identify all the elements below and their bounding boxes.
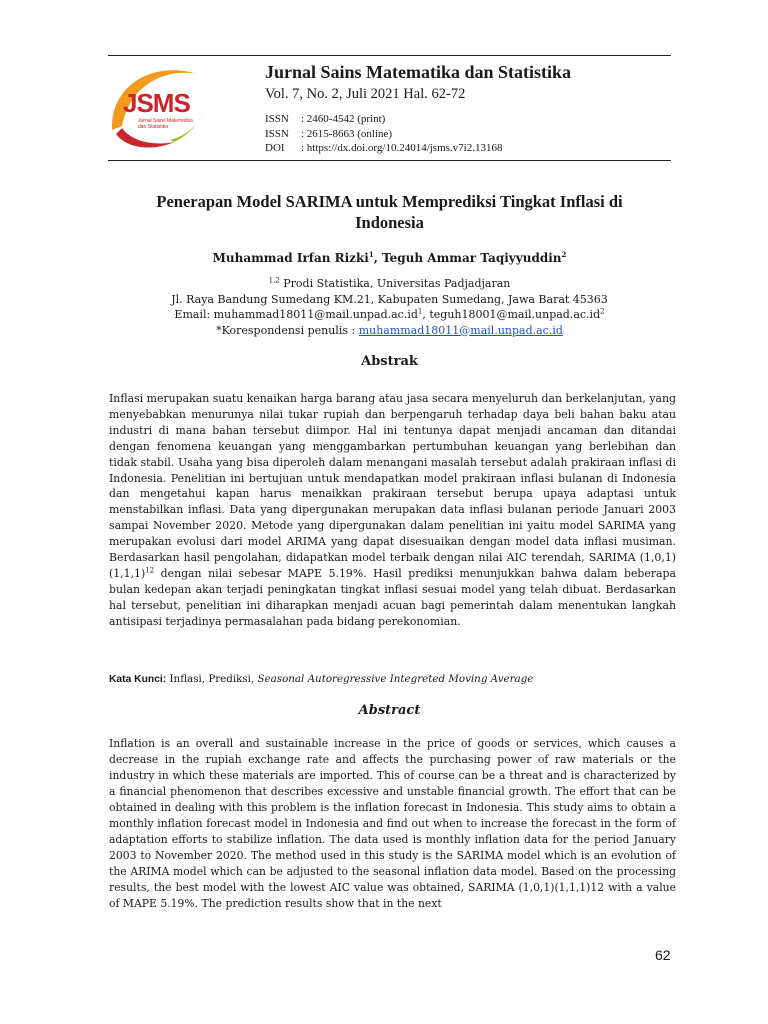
id-key: DOI: [265, 142, 285, 154]
affiliation-block: [108, 276, 671, 338]
logo-red-arc: [116, 128, 174, 148]
logo-acronym: JSMS: [123, 88, 190, 118]
abstract-heading: Abstract: [358, 703, 421, 718]
issn-print-row: [265, 112, 502, 127]
correspondence-line: [108, 323, 671, 339]
paper-title-line2: Indonesia: [355, 213, 424, 232]
address-line: Jl. Raya Bandung Sumedang KM.21, Kabupaten Sumedang, Jawa Barat 45363: [171, 292, 608, 306]
abstrak-body-part2: dengan nilai sebesar MAPE 5.19%. Hasil prediksi menunjukkan bahwa dalam beberapa bulan kedepan akan terjadi peningkatan tingkat inflasi sesuai model yang telah dibuat. Berdasarkan hal tersebut, penelitian ini diharapkan menjadi acuan bagi pemerintah dalam menentukan langkah antisipasi terjadinya permasalahan pada bidang perekonomian.: [109, 566, 676, 628]
id-key: ISSN: [265, 113, 289, 125]
keywords-label: Kata Kunci:: [109, 674, 167, 685]
paper-title: [108, 191, 671, 233]
journal-header: [265, 61, 665, 103]
email-text-1: Email: muhammad18011@mail.unpad.ac.id: [174, 308, 418, 321]
email-sup-1: 1: [417, 307, 423, 316]
doi-row: [265, 141, 502, 156]
keywords-italic: Seasonal Autoregressive Integreted Moving Average: [257, 673, 534, 685]
email-sup-2: 2: [600, 307, 605, 316]
page-number: 62: [655, 947, 671, 963]
author-separator: ,: [373, 251, 383, 265]
abstract-body: Inflation is an overall and sustainable increase in the price of goods or services, which causes a decrease in the rupiah exchange rate and affects the purchasing power of raw materials or the industry in which these materials are imported. This of course can be a threat and is characterized by a financial phenomenon that describes excessive and unstable financial growth. The effort that can be obtained in dealing with this problem is the inflation forecast in Indonesia. This study aims to obtain a monthly inflation forecast model in Indonesia and find out when to increase the forecast in the form of adaptation efforts to stabilize inflation. The data used is monthly inflation data for the period January 2003 to November 2020. The method used in this study is the SARIMA model which is an evolution of the ARIMA model which can be adjusted to the seasonal inflation data model. Based on the processing results, the best model with the lowest AIC value was obtained, SARIMA (1,0,1)(1,1,1)12 with a value of MAPE 5.19%. The prediction results show that in the next: [109, 737, 676, 910]
email-text-2: , teguh18001@mail.unpad.ac.id: [422, 308, 601, 321]
id-key: ISSN: [265, 127, 289, 140]
correspondence-label: *Korespondensi penulis :: [216, 323, 359, 337]
affiliation-sup: 1,2: [268, 276, 280, 285]
author-1-sup: 1: [368, 250, 374, 259]
issn-online-row: [265, 127, 502, 142]
abstrak-body-part1: Inflasi merupakan suatu kenaikan harga barang atau jasa secara menyeluruh dan berkelanjutan, yang menyebabkan menurunya nilai tukar rupiah dan berpengaruh terhadap daya beli bahan baku atau industri di mana bahan tersebut diimpor. Hal ini tentunya dapat menjadi ancaman dan ditandai dengan fenomena keuangan yang menggambarkan pertumbuhan keuangan yang berlebihan dan tidak stabil. Usaha yang bisa diperoleh dalam menangani masalah tersebut adalah prakiraan inflasi di Indonesia. Penelitian ini bertujuan untuk mendapatkan model prakiraan inflasi bulanan di Indonesia dan mengetahui kapan harus menaikkan prakiraan tersebut berupa upaya adaptasi untuk menstabilkan inflasi. Data yang dipergunakan merupakan data inflasi bulanan periode Januari 2003 sampai November 2020. Metode yang dipergunakan dalam penelitian ini yaitu model SARIMA yang merupakan evolusi dari model ARIMA yang dapat disesuaikan dengan model data inflasi musiman. Berdasarkan hasil pengolahan, didapatkan model terbaik dengan nilai AIC terendah, SARIMA (1,0,1)(1,1,1): [109, 392, 676, 580]
logo-caption-line1: Jurnal Sains Matematika: [138, 118, 193, 124]
author-2-sup: 2: [561, 250, 567, 259]
journal-title: Jurnal Sains Matematika dan Statistika: [265, 62, 572, 82]
keywords-line: [109, 672, 676, 687]
paper-title-line1: Penerapan Model SARIMA untuk Memprediksi Tingkat Inflasi di: [156, 192, 623, 211]
jsms-logo: [104, 56, 214, 156]
journal-volume: Vol. 7, No. 2, Juli 2021 Hal. 62-72: [265, 86, 466, 102]
abstrak-heading: Abstrak: [361, 354, 418, 369]
affiliation-text: Prodi Statistika, Universitas Padjadjaran: [279, 277, 511, 290]
author-list: [108, 250, 671, 266]
id-value: : 2460-4542 (print): [301, 113, 386, 125]
abstrak-body-sup: 12: [145, 566, 155, 575]
doi-link[interactable]: : https://dx.doi.org/10.24014/jsms.v7i2.13168: [301, 142, 503, 154]
email-line: [108, 307, 671, 323]
journal-identifiers: [265, 112, 502, 156]
id-value: : 2615-8663 (online): [301, 127, 393, 140]
author-2: Teguh Ammar Taqiyyuddin: [382, 251, 562, 265]
correspondence-email-link[interactable]: muhammad18011@mail.unpad.ac.id: [358, 323, 563, 337]
keywords-plain: Inflasi, Prediksi,: [166, 673, 258, 685]
logo-caption-line2: dan Statistika: [138, 124, 169, 130]
abstrak-body: [109, 391, 676, 630]
affiliation-line: [108, 276, 671, 292]
header-bottom-rule: [108, 160, 671, 161]
author-1: Muhammad Irfan Rizki: [212, 251, 369, 265]
